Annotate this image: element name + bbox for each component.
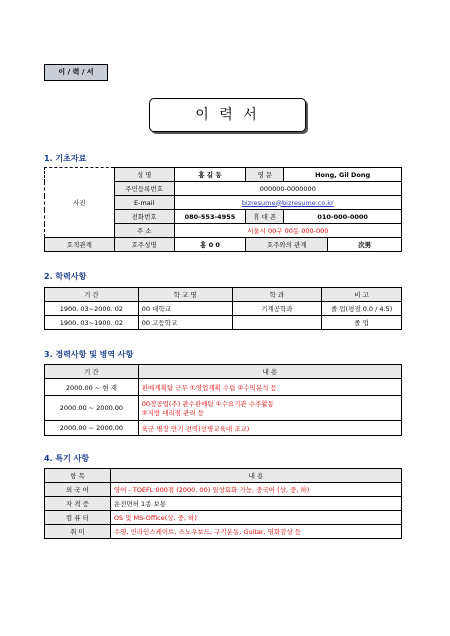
edu-header-school: 학 교 명 xyxy=(138,288,232,302)
edu-school: 00 대학교 xyxy=(138,302,232,316)
edu-header-major: 학 과 xyxy=(232,288,322,302)
career-line: ②지방 대리점 관리 등 xyxy=(141,409,205,417)
eng-label: 영 문 xyxy=(246,168,284,182)
section-education-title: 2. 학력사항 xyxy=(44,272,87,281)
career-period: 2000.00 ~ 2000.00 xyxy=(45,396,139,421)
addr-label: 주 소 xyxy=(114,224,174,238)
edu-period: 1900. 03~2000. 02 xyxy=(45,302,139,316)
edu-period: 1900. 03~1900. 02 xyxy=(45,316,139,330)
career-content: 판매계획팀 근무 ①영업계획 수립 ②수익분석 등 xyxy=(138,379,401,396)
phone-value: 080-553-4955 xyxy=(174,210,246,224)
email-link[interactable]: bizresume@bizresume.co.kr xyxy=(174,196,401,210)
mobile-label: 휴 대 폰 xyxy=(246,210,284,224)
special-item: 컴 퓨 터 xyxy=(45,511,111,525)
phone-label: 전화번호 xyxy=(114,210,174,224)
name-value: 홍 길 동 xyxy=(174,168,246,182)
special-table xyxy=(44,468,402,539)
special-header-item: 항 목 xyxy=(45,469,111,483)
career-line: 00정공업(주) 관수판매팀 ①수요기관 수주활동 xyxy=(141,400,274,408)
mobile-value: 010-000-0000 xyxy=(284,210,402,224)
table-row xyxy=(45,497,402,511)
eng-name-value: Hong, Gil Dong xyxy=(284,168,402,182)
table-row xyxy=(45,316,402,330)
edu-major xyxy=(232,316,322,330)
special-item: 자 격 증 xyxy=(45,497,111,511)
career-table xyxy=(44,364,402,436)
career-content: 육군 병장 만기 전역(선병교육대 조교) xyxy=(138,421,401,436)
basic-info-table xyxy=(44,167,402,252)
special-content: OS 및 MS-Office(상, 중, 하) xyxy=(110,511,401,525)
rrn-value: 000000-0000000 xyxy=(174,182,401,196)
table-row xyxy=(45,421,402,436)
doc-title: 이 력 서 xyxy=(149,98,306,132)
special-content: 수영, 인라인스케이트, 스노우보드, 구기운동, Guitar, 영화감상 등 xyxy=(110,525,401,539)
email-label: E-mail xyxy=(114,196,174,210)
photo-box: 사진 xyxy=(45,168,115,238)
career-period: 2000.00 ~ 2000.00 xyxy=(45,421,139,436)
career-header-period: 기 간 xyxy=(45,365,139,379)
career-header-content: 내 용 xyxy=(138,365,401,379)
table-row xyxy=(45,483,402,497)
edu-note: 졸 업(평점 0.0 / 4.5) xyxy=(322,302,402,316)
career-period: 2000.00 ~ 현 재 xyxy=(45,379,139,396)
edu-header-note: 비 고 xyxy=(322,288,402,302)
edu-major: 기계공학과 xyxy=(232,302,322,316)
addr-value: 서울시 00구 00동 000-000 xyxy=(174,224,401,238)
table-row xyxy=(45,525,402,539)
section-special-title: 4. 특기 사항 xyxy=(44,454,90,463)
rel-label: 호주와의 관계 xyxy=(246,238,328,252)
career-content xyxy=(138,396,401,421)
table-row xyxy=(45,379,402,396)
education-table xyxy=(44,287,402,330)
rrn-label: 주민등록번호 xyxy=(114,182,174,196)
special-item: 외 국 어 xyxy=(45,483,111,497)
section-career-title: 3. 경력사항 및 병역 사항 xyxy=(44,350,134,359)
special-content: 운전면허 1종 보통 xyxy=(110,497,401,511)
head-label: 호주성명 xyxy=(114,238,174,252)
special-header-content: 내 용 xyxy=(110,469,401,483)
section-basic-title: 1. 기초자료 xyxy=(44,154,87,163)
edu-note: 졸 업 xyxy=(322,316,402,330)
table-row xyxy=(45,396,402,421)
special-item: 취 미 xyxy=(45,525,111,539)
doc-tag: 이 / 력 / 서 xyxy=(44,64,108,81)
edu-school: 00 고등학교 xyxy=(138,316,232,330)
head-value: 홍 0 0 xyxy=(174,238,246,252)
table-row xyxy=(45,511,402,525)
edu-header-period: 기 간 xyxy=(45,288,139,302)
rel-value: 次男 xyxy=(328,238,402,252)
table-row xyxy=(45,302,402,316)
name-label: 성 명 xyxy=(114,168,174,182)
family-label: 호적관계 xyxy=(45,238,115,252)
special-content: 영어 - TOEFL 000점 (2000. 00) 일상회화 가능, 중국어 (상, 중, 하) xyxy=(110,483,401,497)
